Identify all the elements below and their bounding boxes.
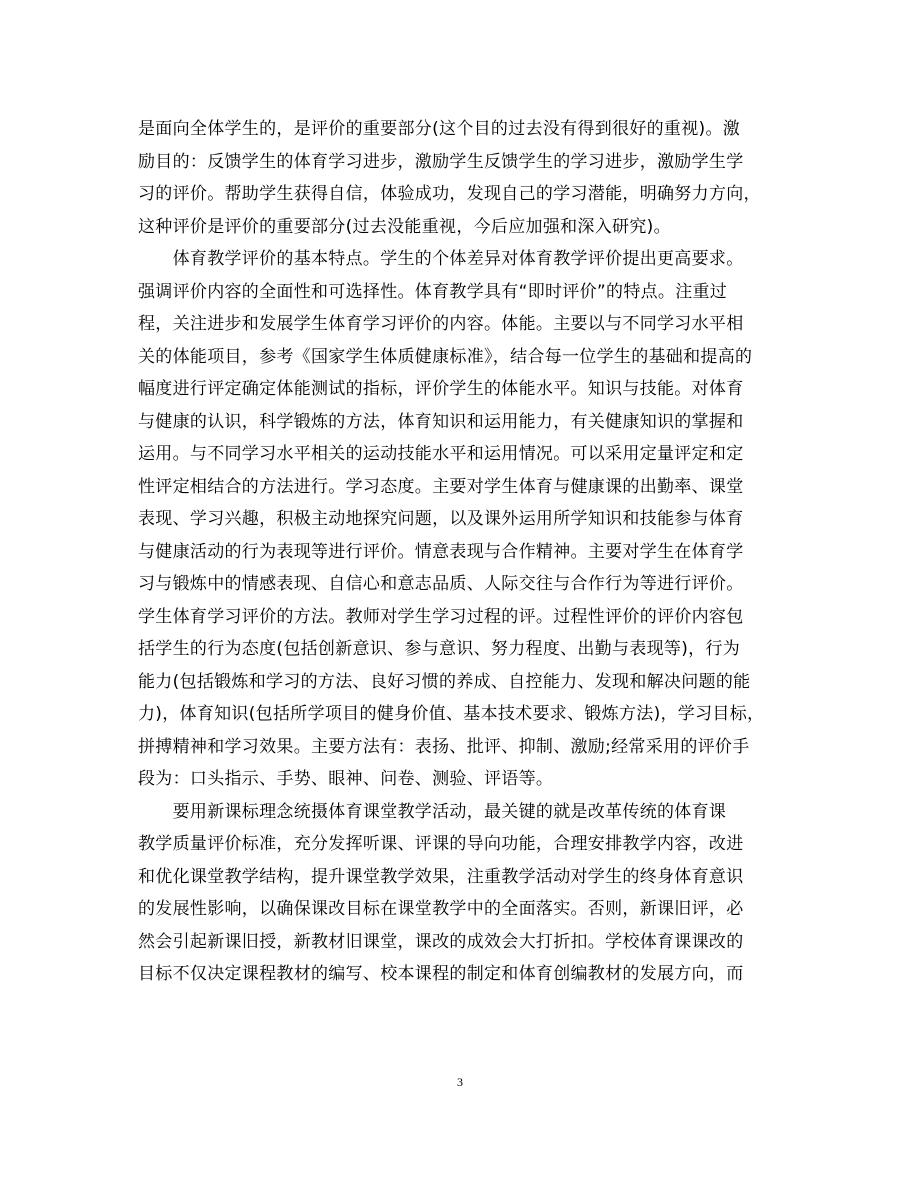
text-line: 学生体育学习评价的方法。教师对学生学习过程的评。过程性评价的评价内容包 (138, 606, 744, 627)
text-line: 是面向全体学生的，是评价的重要部分(这个目的过去没有得到很好的重视)。激 (138, 119, 741, 139)
body-text (138, 113, 790, 991)
text-line: 段为：口头指示、手势、眼神、问卷、测验、评语等。 (138, 769, 554, 789)
text-line: 能力(包括锻炼和学习的方法、良好习惯的养成、自控能力、发现和解决问题的能 (138, 671, 751, 692)
text-line: 程，关注进步和发展学生体育学习评价的内容。体能。主要以与不同学习水平相 (138, 314, 744, 334)
text-line: 这种评价是评价的重要部分(过去没能重视，今后应加强和深入研究)。 (138, 216, 671, 237)
text-line: 励目的：反馈学生的体育学习进步，激励学生反馈学生的学习进步，激励学生学 (138, 151, 744, 172)
text-line: 性评定相结合的方法进行。学习态度。主要对学生体育与健康课的出勤率、课堂 (138, 476, 744, 497)
text-line: 目标不仅决定课程教材的编写、校本课程的制定和体育创编教材的发展方向，而 (138, 964, 744, 984)
text-line: 与健康活动的行为表现等进行评价。情意表现与合作精神。主要对学生在体育学 (138, 541, 744, 562)
text-line: 幅度进行评定确定体能测试的指标，评价学生的体能水平。知识与技能。对体育 (138, 379, 744, 399)
text-line: 要用新课标理念统摄体育课堂教学活动，最关键的就是改革传统的体育课 (138, 801, 727, 822)
page-number: 3 (457, 1075, 463, 1089)
text-line: 习与锻炼中的情感表现、自信心和意志品质、人际交往与合作行为等进行评价。 (138, 574, 744, 594)
text-line: 然会引起新课旧授，新教材旧课堂，课改的成效会大打折扣。学校体育课课改的 (138, 931, 744, 952)
text-line: 关的体能项目，参考《国家学生体质健康标准》，结合每一位学生的基础和提高的 (138, 346, 753, 367)
text-line: 强调评价内容的全面性和可选择性。体育教学具有“即时评价”的特点。注重过 (138, 281, 728, 302)
text-line: 习的评价。帮助学生获得自信，体验成功，发现自己的学习潜能，明确努力方向， (138, 184, 761, 204)
text-line: 体育教学评价的基本特点。学生的个体差异对体育教学评价提出更高要求。 (138, 249, 744, 269)
text-line: 运用。与不同学习水平相关的运动技能水平和运用情况。可以采用定量评定和定 (138, 444, 744, 464)
text-line: 表现、学习兴趣，积极主动地探究问题，以及课外运用所学知识和技能参与体育 (138, 509, 744, 529)
text-line: 括学生的行为态度(包括创新意识、参与意识、努力程度、出勤与表现等)，行为 (138, 639, 741, 659)
text-line: 教学质量评价标准，充分发挥听课、评课的导向功能，合理安排教学内容，改进 (138, 834, 744, 854)
text-line: 力)，体育知识(包括所学项目的健身价值、基本技术要求、锻炼方法)，学习目标， (138, 704, 765, 724)
text-line: 拼搏精神和学习效果。主要方法有：表扬、批评、抑制、激励;经常采用的评价手 (138, 736, 750, 757)
text-line: 与健康的认识，科学锻炼的方法，体育知识和运用能力，有关健康知识的掌握和 (138, 411, 744, 432)
text-line: 和优化课堂教学结构，提升课堂教学效果，注重教学活动对学生的终身体育意识 (138, 866, 744, 887)
text-line: 的发展性影响，以确保课改目标在课堂教学中的全面落实。否则，新课旧评，必 (138, 899, 744, 919)
